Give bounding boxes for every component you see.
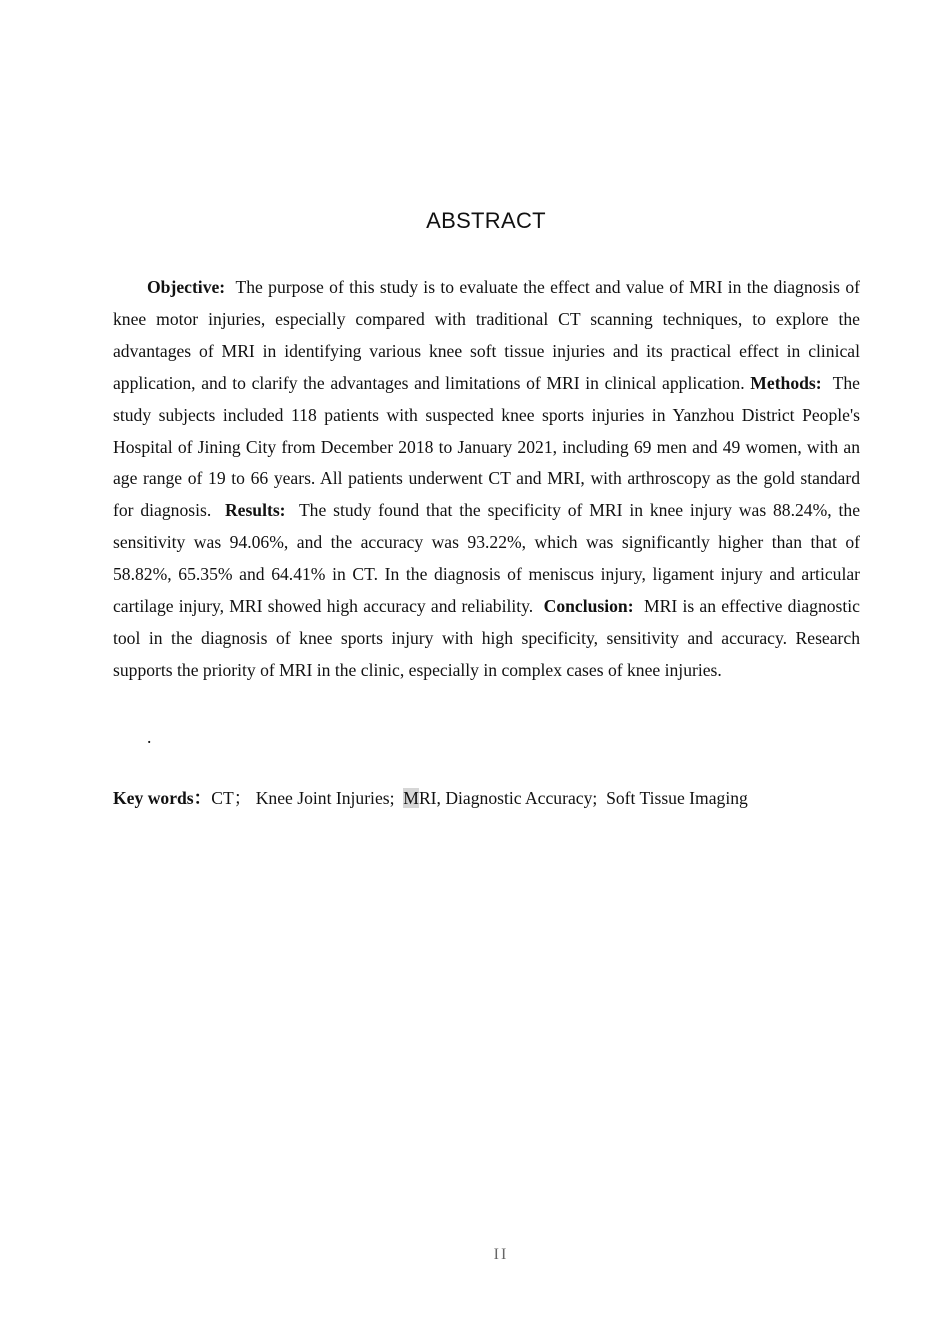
keyword-knee-joint-injuries: Knee Joint Injuries; bbox=[255, 788, 395, 808]
results-label: Results: bbox=[224, 500, 286, 521]
methods-text: The study subjects included 118 patients with suspected knee sports injuries in Yanzhou District People's Hospital of Jining City from December 2018 to January 2021, including 69 men and 49 women, with an age range of 19 to 66 years. All patients underwent CT and MRI, with arthroscopy as the gold standard for diagnosis. bbox=[113, 372, 860, 521]
conclusion-text: MRI is an effective diagnostic tool in the diagnosis of knee sports injury with high specificity, sensitivity and accuracy. Research supports the priority of MRI in the clinic, especially in complex cases of knee injuries. bbox=[113, 596, 860, 680]
objective-text: The purpose of this study is to evaluate the effect and value of MRI in the diagnosis of knee motor injuries, especially compared with traditional CT scanning techniques, to explore the advantages of MRI in identifying various knee soft tissue injuries and its practical effect in clinical application, and to clarify the advantages and limitations of MRI in clinical application. bbox=[113, 277, 860, 393]
objective-label: Objective: bbox=[147, 277, 226, 297]
abstract-body bbox=[113, 272, 860, 687]
abstract-paragraph bbox=[113, 272, 860, 687]
abstract-title: ABSTRACT bbox=[426, 208, 546, 233]
methods-label: Methods: bbox=[750, 372, 822, 393]
keyword-ct: CT； bbox=[211, 788, 252, 808]
keywords-line bbox=[113, 784, 873, 812]
conclusion-label: Conclusion: bbox=[543, 596, 634, 617]
keyword-highlight-cursor: M bbox=[403, 788, 419, 808]
keyword-mri-diagnostic-accuracy: RI, Diagnostic Accuracy; bbox=[418, 788, 598, 808]
keyword-soft-tissue-imaging: Soft Tissue Imaging bbox=[606, 788, 748, 808]
keywords-label: Key words： bbox=[113, 788, 212, 808]
trailing-dot: . bbox=[147, 727, 152, 747]
page-number: II bbox=[493, 1246, 509, 1263]
results-text: The study found that the specificity of MRI in knee injury was 88.24%, the sensitivity was 94.06%, and the accuracy was 93.22%, which was significantly higher than that of 58.82%, 65.35% and 64.41% in CT. In the diagnosis of meniscus injury, ligament injury and articular cartilage injury, MRI showed high accuracy and reliability. bbox=[113, 500, 860, 617]
